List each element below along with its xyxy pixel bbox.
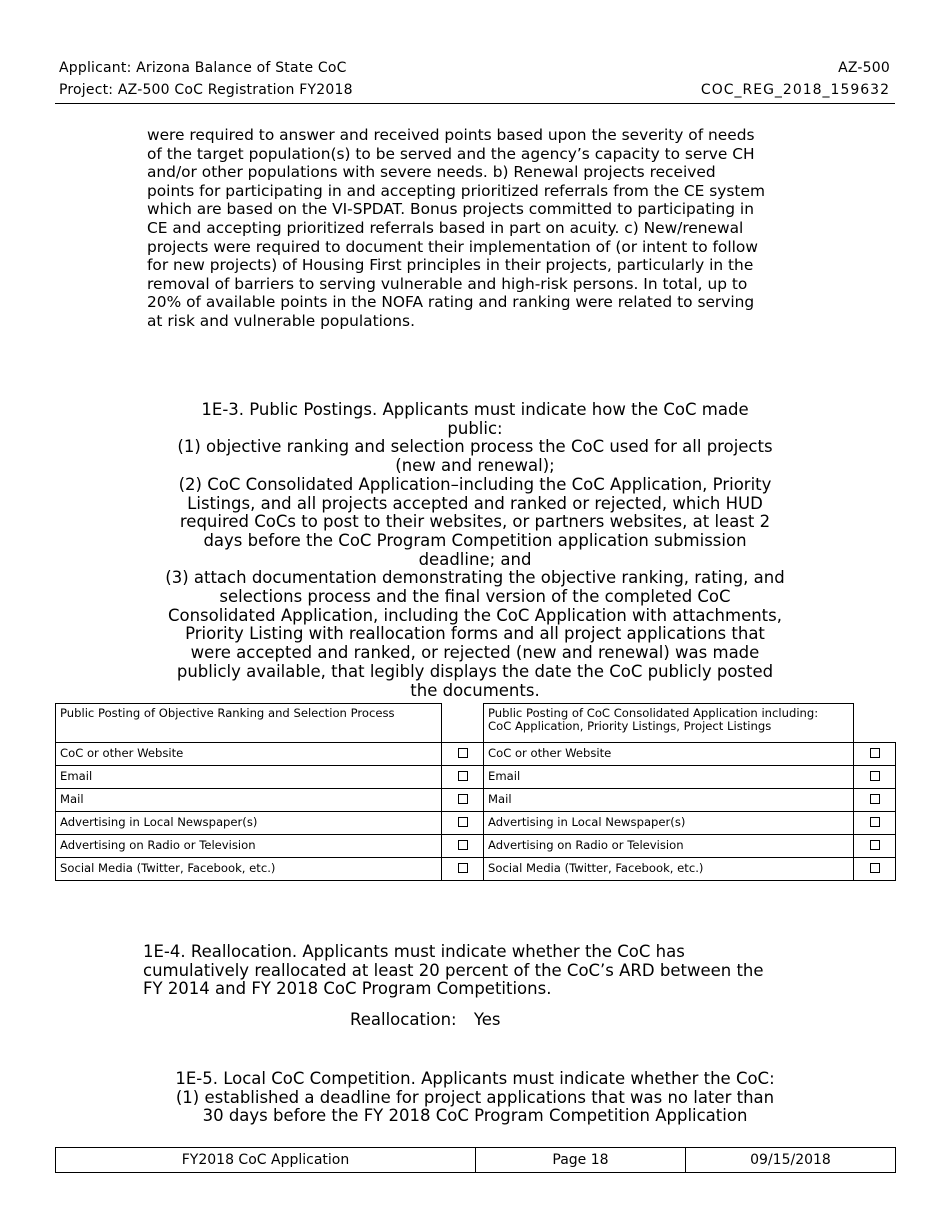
right-option-label: Advertising on Radio or Television	[484, 835, 854, 858]
checkbox-icon	[458, 748, 468, 758]
left-option-label: Social Media (Twitter, Facebook, etc.)	[56, 858, 442, 881]
question-line: (1) established a deadline for project applications that was no later than	[175, 1087, 775, 1107]
intro-line: were required to answer and received points based upon the severity of needs	[147, 126, 755, 144]
question-1e4	[143, 943, 813, 999]
left-option-label: Advertising in Local Newspaper(s)	[56, 812, 442, 835]
intro-line: removal of barriers to serving vulnerable and high-risk persons. In total, up to	[147, 274, 748, 293]
intro-line: and/or other populations with severe needs. b) Renewal projects received	[147, 163, 716, 182]
left-option-label: Advertising on Radio or Television	[56, 835, 442, 858]
checkbox-icon	[870, 840, 880, 850]
header-divider	[55, 103, 895, 104]
right-option-label: Mail	[484, 789, 854, 812]
checkbox-icon	[870, 794, 880, 804]
reallocation-answer	[350, 1010, 501, 1029]
table-row	[56, 766, 896, 789]
left-option-label: CoC or other Website	[56, 743, 442, 766]
checkbox-icon	[458, 817, 468, 827]
question-line: 1E-4. Reallocation. Applicants must indicate whether the CoC has	[143, 942, 685, 961]
question-line: selections process and the final version of the completed CoC	[219, 587, 731, 607]
question-line: 30 days before the FY 2018 CoC Program Competition Application	[202, 1106, 748, 1126]
question-line: Consolidated Application, including the CoC Application with attachments,	[167, 605, 782, 625]
registration-id: COC_REG_2018_159632	[700, 82, 890, 98]
left-option-checkbox[interactable]	[442, 858, 484, 881]
left-option-checkbox[interactable]	[442, 766, 484, 789]
left-option-checkbox[interactable]	[442, 835, 484, 858]
intro-line: projects were required to document their implementation of (or intent to follow	[147, 237, 758, 256]
question-line: (3) attach documentation demonstrating the objective ranking, rating, and	[165, 568, 785, 588]
left-option-label: Mail	[56, 789, 442, 812]
coc-code: AZ-500	[838, 60, 890, 76]
reallocation-value: Yes	[473, 1010, 501, 1029]
right-option-label: CoC or other Website	[484, 743, 854, 766]
right-option-checkbox[interactable]	[854, 835, 896, 858]
right-option-checkbox[interactable]	[854, 766, 896, 789]
page-footer	[55, 1147, 896, 1173]
question-line: days before the CoC Program Competition application submission	[203, 530, 747, 550]
intro-line: CE and accepting prioritized referrals based in part on acuity. c) New/renewal	[147, 218, 744, 237]
question-line: required CoCs to post to their websites, or partners websites, at least 2	[179, 512, 771, 532]
right-option-checkbox[interactable]	[854, 743, 896, 766]
right-option-label: Advertising in Local Newspaper(s)	[484, 812, 854, 835]
checkbox-icon	[870, 748, 880, 758]
question-line: Priority Listing with reallocation forms and all project applications that	[185, 624, 765, 644]
question-line: (2) CoC Consolidated Application–including the CoC Application, Priority	[178, 474, 772, 494]
checkbox-icon	[458, 840, 468, 850]
intro-line: at risk and vulnerable populations.	[147, 311, 415, 330]
intro-line: for new projects) of Housing First principles in their projects, particularly in the	[147, 256, 754, 275]
question-1e3	[140, 401, 810, 700]
question-line: were accepted and ranked, or rejected (new and renewal) was made	[190, 643, 760, 663]
right-option-checkbox[interactable]	[854, 858, 896, 881]
table-row	[56, 858, 896, 881]
footer-application: FY2018 CoC Application	[56, 1148, 476, 1173]
intro-line: points for participating in and accepting prioritized referrals from the CE system	[147, 181, 765, 200]
question-line: publicly available, that legibly displays the date the CoC publicly posted	[176, 661, 774, 681]
question-line: 1E-5. Local CoC Competition. Applicants must indicate whether the CoC:	[175, 1069, 775, 1088]
checkbox-icon	[458, 794, 468, 804]
question-line: FY 2014 and FY 2018 CoC Program Competitions.	[143, 979, 552, 999]
reallocation-label: Reallocation:	[350, 1010, 457, 1029]
question-line: cumulatively reallocated at least 20 percent of the CoC’s ARD between the	[143, 960, 764, 980]
left-option-checkbox[interactable]	[442, 789, 484, 812]
left-option-checkbox[interactable]	[442, 812, 484, 835]
left-option-label: Email	[56, 766, 442, 789]
intro-line: 20% of available points in the NOFA rating and ranking were related to serving	[147, 293, 755, 312]
right-option-label: Social Media (Twitter, Facebook, etc.)	[484, 858, 854, 881]
right-column-header: Public Posting of CoC Consolidated Application including: CoC Application, Priority Listings, Project Listings	[484, 704, 854, 743]
intro-line: which are based on the VI-SPDAT. Bonus projects committed to participating in	[147, 200, 754, 219]
right-option-checkbox[interactable]	[854, 789, 896, 812]
right-option-label: Email	[484, 766, 854, 789]
checkbox-icon	[458, 771, 468, 781]
intro-paragraph	[147, 126, 807, 331]
checkbox-icon	[870, 771, 880, 781]
checkbox-icon	[870, 863, 880, 873]
table-row	[56, 812, 896, 835]
footer-date: 09/15/2018	[686, 1148, 896, 1173]
project-name: Project: AZ-500 CoC Registration FY2018	[59, 82, 353, 98]
checkbox-icon	[870, 817, 880, 827]
left-column-header: Public Posting of Objective Ranking and Selection Process	[56, 704, 442, 743]
question-line: the documents.	[410, 680, 540, 700]
question-line: (1) objective ranking and selection process the CoC used for all projects	[177, 437, 773, 457]
public-postings-table	[55, 703, 896, 881]
table-row	[56, 789, 896, 812]
applicant-name: Applicant: Arizona Balance of State CoC	[59, 60, 347, 76]
checkbox-icon	[458, 863, 468, 873]
right-option-checkbox[interactable]	[854, 812, 896, 835]
question-line: deadline; and	[418, 549, 532, 569]
intro-line: of the target population(s) to be served and the agency’s capacity to serve CH	[147, 144, 755, 163]
table-row	[56, 743, 896, 766]
footer-page-number: Page 18	[476, 1148, 686, 1173]
question-1e5	[140, 1070, 810, 1126]
question-line: Listings, and all projects accepted and ranked or rejected, which HUD	[187, 493, 763, 513]
table-row	[56, 835, 896, 858]
question-line: (new and renewal);	[395, 456, 555, 476]
question-line: public:	[447, 418, 503, 438]
question-line: 1E-3. Public Postings. Applicants must indicate how the CoC made	[201, 400, 749, 419]
left-option-checkbox[interactable]	[442, 743, 484, 766]
table-header-row	[56, 704, 896, 743]
